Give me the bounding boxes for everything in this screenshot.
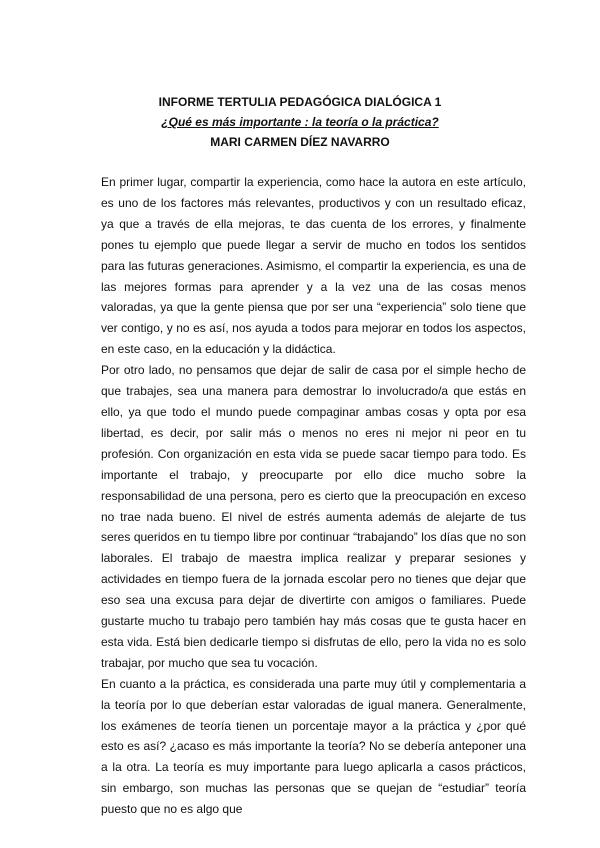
document-subtitle: ¿Qué es más importante : la teoría o la práctica?: [161, 115, 439, 129]
document-title: INFORME TERTULIA PEDAGÓGICA DIALÓGICA 1: [158, 95, 442, 109]
paragraph-2: Por otro lado, no pensamos que dejar de salir de casa por el simple hecho de que trabajes, sea una manera para demostrar lo involucrado/a que estás en ello, ya que todo el mundo puede compaginar ambas cosas y opta por esa libertad, es decir, por salir más o menos no eres ni mejor ni peor en tu profesión. Con organización en esta vida se puede sacar tiempo para todo. Es importante el trabajo, y preocuparte por ello dice mucho sobre la responsabilidad de una persona, pero es cierto que la preocupación en exceso no trae nada bueno. El nivel de estrés aumenta además de alejarte de tus seres queridos en tu tiempo libre por continuar “trabajando” los días que no son laborales. El trabajo de maestra implica realizar y preparar sesiones y actividades en tiempo fuera de la jornada escolar pero no tienes que dejar que eso sea una excusa para dejar de divertirte con amigos o familiares. Puede gustarte mucho tu trabajo pero también hay más cosas que te gusta hacer en esta vida. Está bien dedicarle tiempo si disfrutas de ello, pero la vida no es solo trabajar, por mucho que sea tu vocación.: [101, 363, 526, 670]
document-body: [101, 172, 526, 820]
paragraph-3: En cuanto a la práctica, es considerada una parte muy útil y complementaria a la teoría por lo que deberían estar valoradas de igual manera. Generalmente, los exámenes de teoría tienen un porcentaje mayor a la práctica y ¿por qué esto es así? ¿acaso es más importante la teoría? No se debería anteponer una a la otra. La teoría es muy importante para luego aplicarla a casos prácticos, sin embargo, son muchas las personas que se quejan de “estudiar” teoría puesto que no es algo que: [101, 676, 526, 817]
document-header: [0, 92, 600, 152]
paragraph-1: En primer lugar, compartir la experiencia, como hace la autora en este artículo, es uno de los factores más relevantes, productivos y con un resultado eficaz, ya que a través de ella mejoras, te das cuenta de los errores, y finalmente pones tu ejemplo que puede llegar a servir de mucho en todos los sentidos para las futuras generaciones. Asimismo, el compartir la experiencia, es una de las mejores formas para aprender y a la vez una de las cosas menos valoradas, ya que la gente piensa que por ser una “experiencia” solo tiene que ver contigo, y no es así, nos ayuda a todos para mejorar en todos los aspectos, en este caso, en la educación y la didáctica.: [101, 175, 526, 357]
document-author: MARI CARMEN DÍEZ NAVARRO: [210, 135, 390, 149]
